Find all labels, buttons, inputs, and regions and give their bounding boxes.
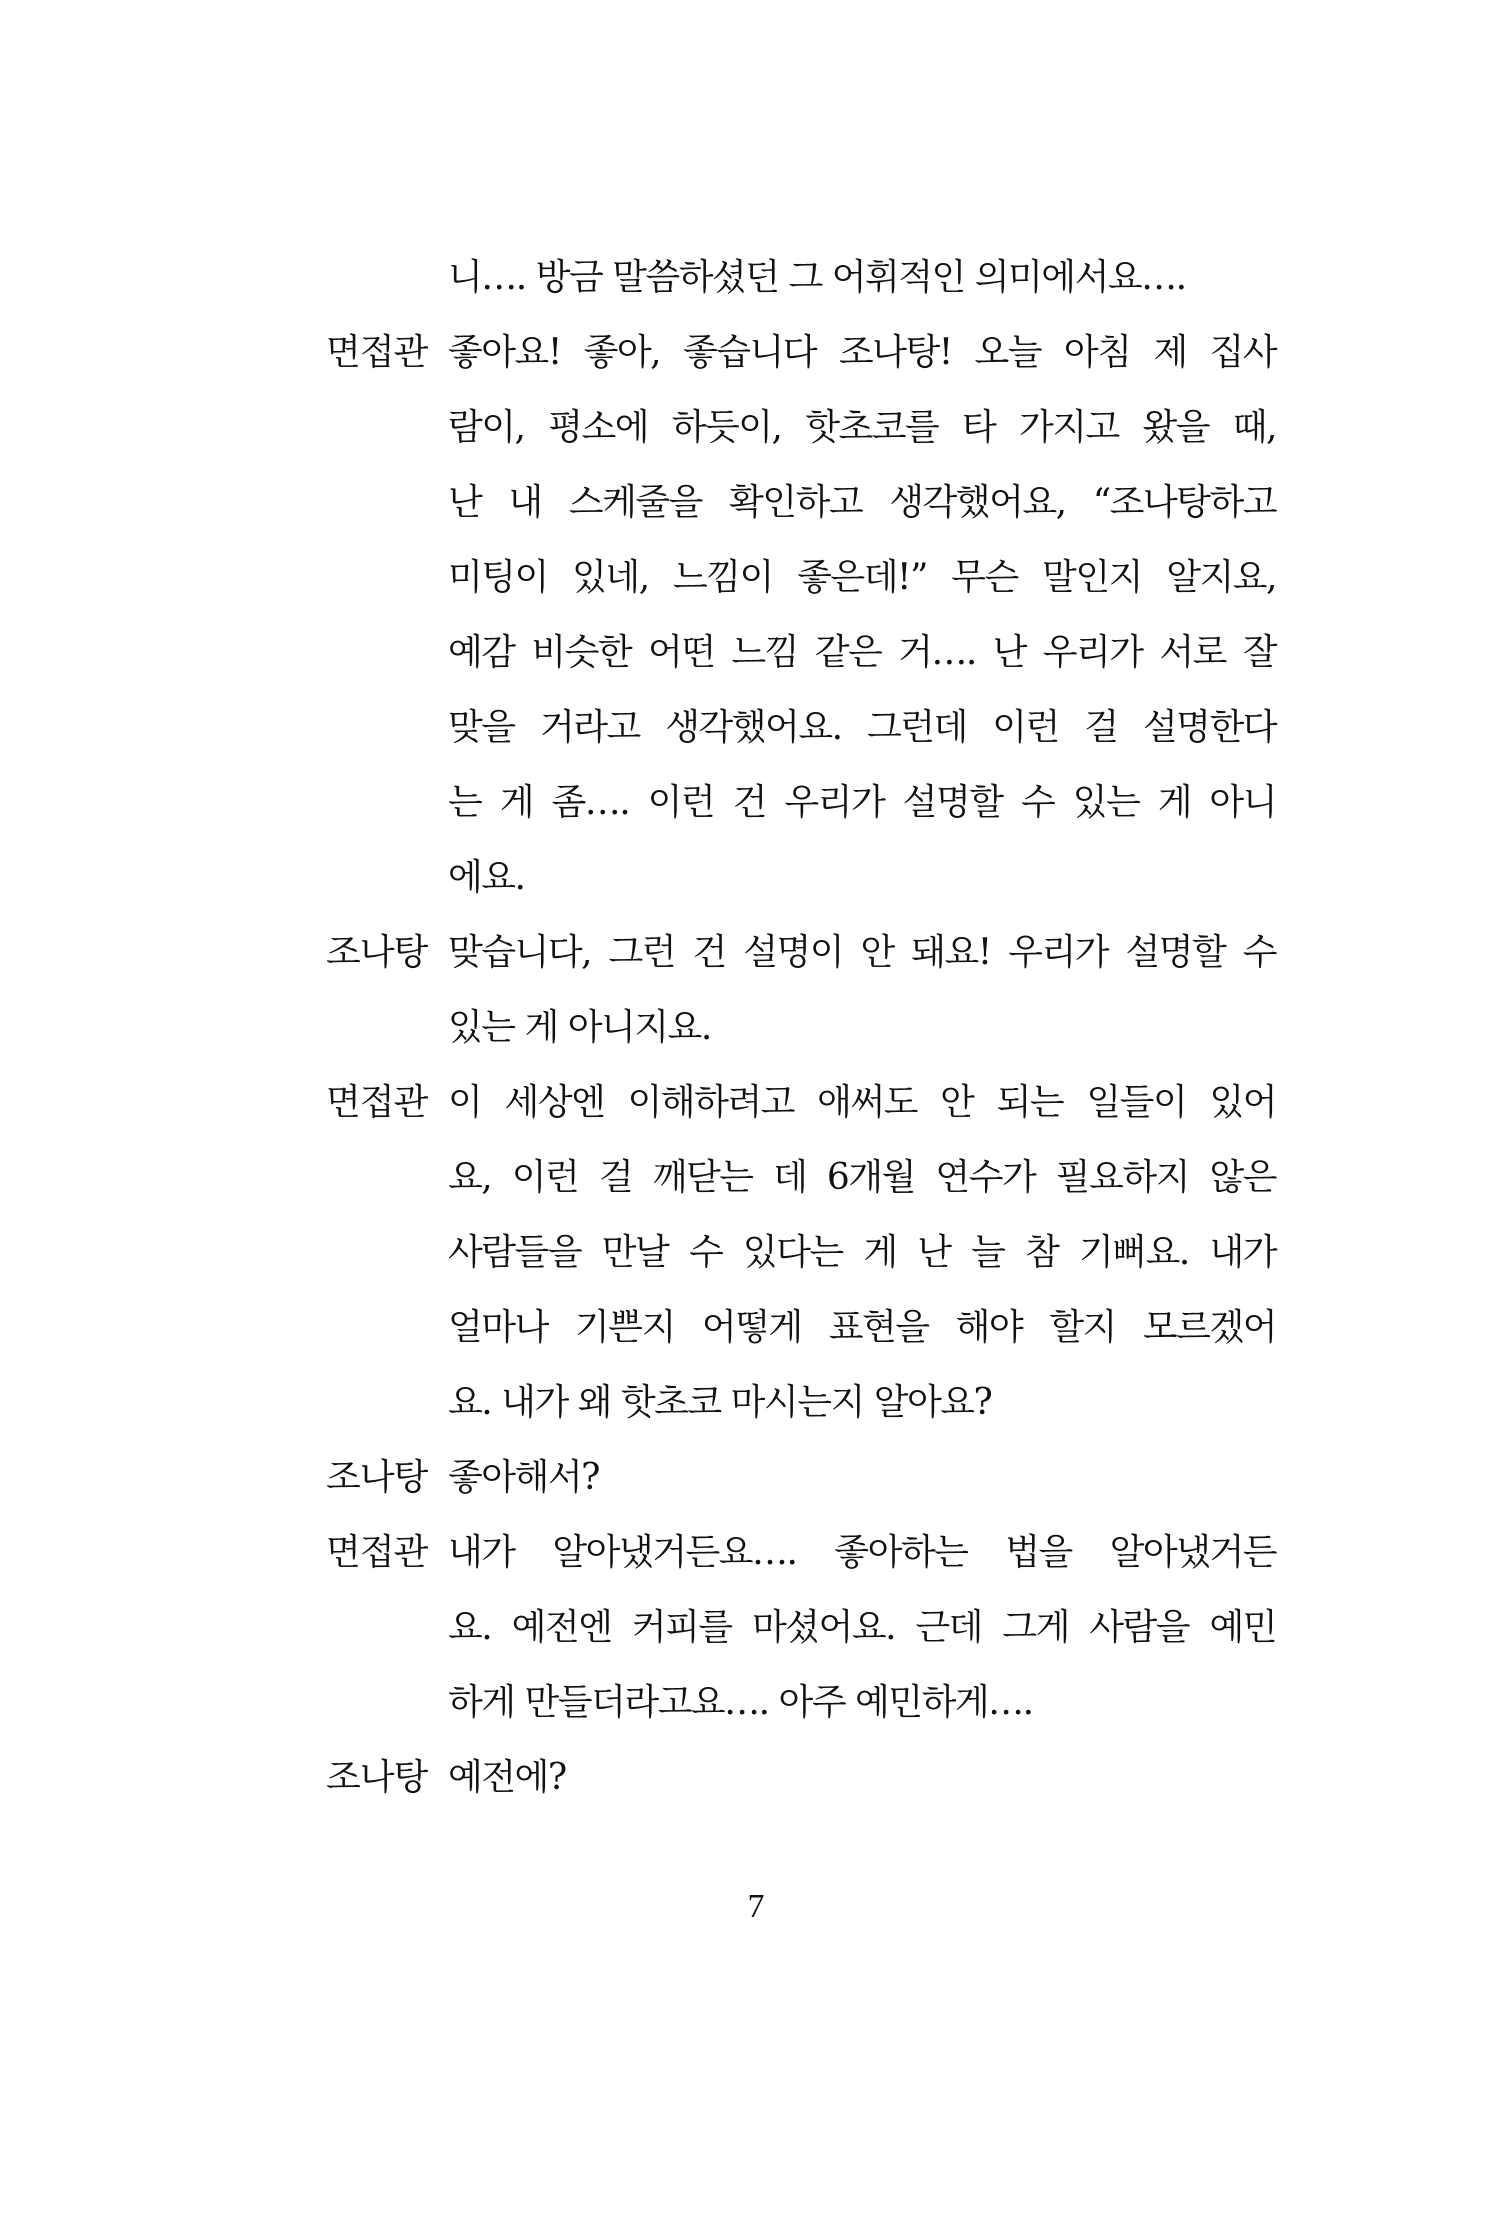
dialogue-line: 내가 알아냈거든요…. 좋아하는 법을 알아냈거든 [448,1532,1276,1573]
dialogue-line: 좋아요! 좋아, 좋습니다 조나탕! 오늘 아침 제 집사 [448,332,1276,373]
speaker-label: 조나탕 [326,1457,428,1498]
dialogue-script [326,240,1276,1815]
dialogue-entry [326,1740,1276,1815]
speaker-label: 면접관 [326,1532,428,1573]
dialogue-line: 예전에? [448,1757,566,1798]
dialogue-line: 예감 비슷한 어떤 느낌 같은 거…. 난 우리가 서로 잘 [448,632,1276,673]
dialogue-line: 요. 예전엔 커피를 마셨어요. 근데 그게 사람을 예민 [448,1607,1276,1648]
dialogue-line: 맞을 거라고 생각했어요. 그런데 이런 걸 설명한다 [448,707,1276,748]
dialogue-line: 이 세상엔 이해하려고 애써도 안 되는 일들이 있어 [448,1082,1276,1123]
dialogue-line: 람이, 평소에 하듯이, 핫초코를 타 가지고 왔을 때, [448,407,1276,448]
dialogue-line: 사람들을 만날 수 있다는 게 난 늘 참 기뻐요. 내가 [448,1232,1276,1273]
page-number: 7 [747,1888,765,1925]
dialogue-line: 에요. [448,857,525,898]
dialogue-line: 요. 내가 왜 핫초코 마시는지 알아요? [448,1382,992,1423]
dialogue-line: 얼마나 기쁜지 어떻게 표현을 해야 할지 모르겠어 [448,1307,1276,1348]
speaker-label [326,240,448,315]
dialogue-line: 하게 만들더라고요…. 아주 예민하게…. [448,1682,1033,1723]
dialogue-line: 맞습니다, 그런 건 설명이 안 돼요! 우리가 설명할 수 [448,932,1276,973]
dialogue-entry [326,240,1276,315]
dialogue-line: 좋아해서? [448,1457,599,1498]
dialogue-line: 미팅이 있네, 느낌이 좋은데!” 무슨 말인지 알지요, [448,557,1276,598]
dialogue-line: 는 게 좀…. 이런 건 우리가 설명할 수 있는 게 아니 [448,782,1276,823]
dialogue-line: 니…. 방금 말씀하셨던 그 어휘적인 의미에서요…. [448,257,1186,298]
speaker-label: 면접관 [326,1082,428,1123]
dialogue-entry [326,1440,1276,1515]
dialogue-entry [326,1515,1276,1740]
dialogue-entry [326,315,1276,915]
speaker-label: 면접관 [326,332,428,373]
dialogue-line: 있는 게 아니지요. [448,1007,711,1048]
dialogue-entry [326,915,1276,1065]
speaker-label: 조나탕 [326,932,428,973]
dialogue-line: 요, 이런 걸 깨닫는 데 6개월 연수가 필요하지 않은 [448,1157,1276,1198]
speaker-label: 조나탕 [326,1757,428,1798]
dialogue-line: 난 내 스케줄을 확인하고 생각했어요, “조나탕하고 [448,482,1276,523]
dialogue-entry [326,1065,1276,1440]
